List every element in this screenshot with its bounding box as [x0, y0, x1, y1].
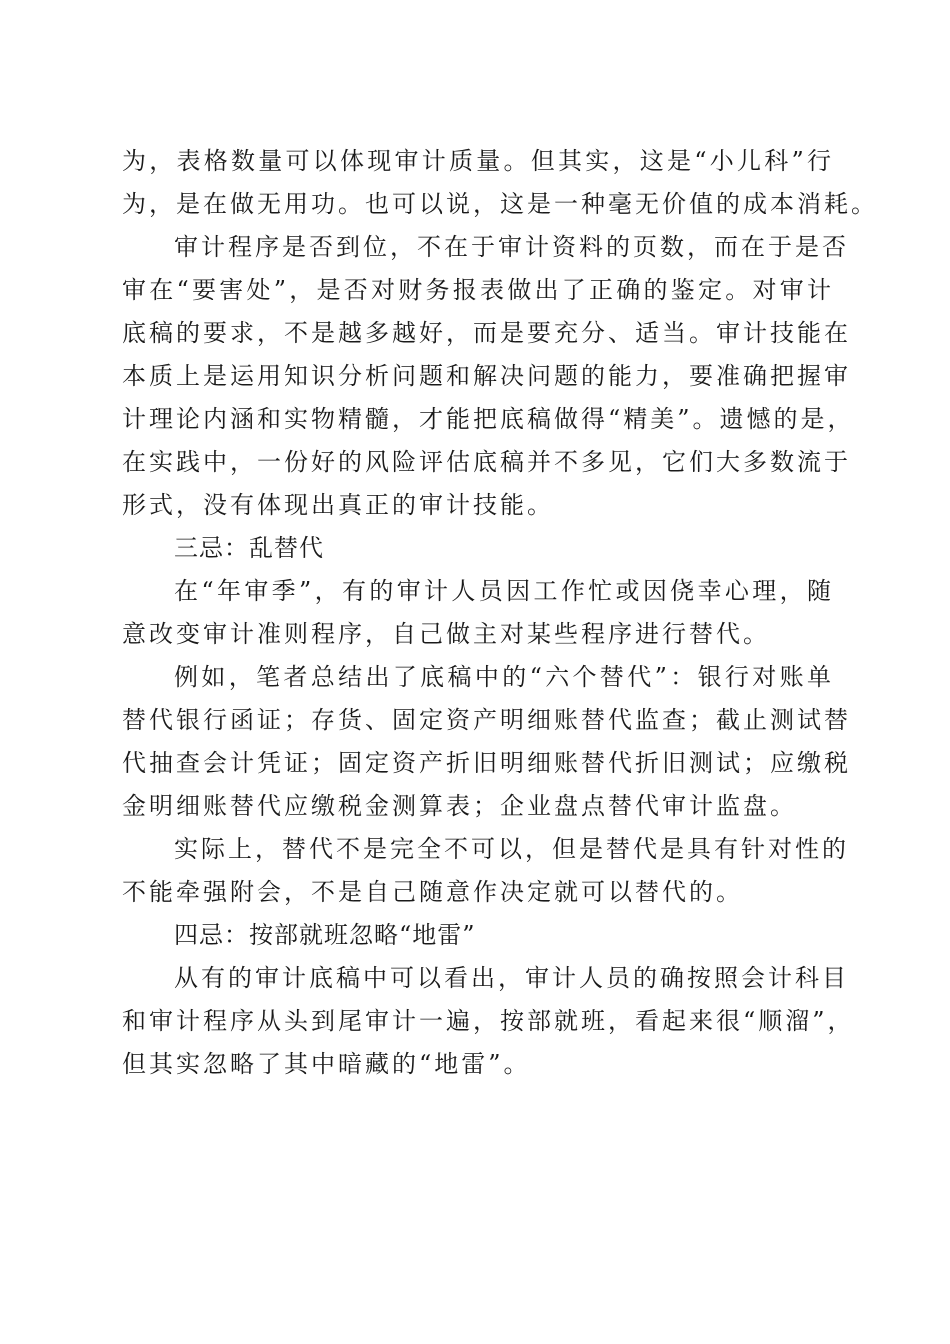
text-line: 代抽查会计凭证；固定资产折旧明细账替代折旧测试；应缴税	[122, 749, 851, 777]
text-line: 但其实忽略了其中暗藏的“地雷”。	[122, 1050, 531, 1078]
section-heading	[122, 914, 834, 957]
text-line: 实际上，替代不是完全不可以，但是替代是具有针对性的	[174, 835, 849, 863]
text-line: 替代银行函证；存货、固定资产明细账替代监查；截止测试替	[122, 706, 851, 734]
text-line: 例如，笔者总结出了底稿中的“六个替代”：银行对账单	[174, 663, 834, 691]
text-line: 意改变审计准则程序，自己做主对某些程序进行替代。	[122, 620, 770, 648]
paragraph-continued	[122, 140, 878, 226]
heading-text: 四忌：按部就班忽略“地雷”	[174, 921, 476, 949]
text-line: 形式，没有体现出真正的审计技能。	[122, 491, 554, 519]
text-line: 从有的审计底稿中可以看出，审计人员的确按照会计科目	[174, 964, 849, 992]
text-line: 底稿的要求，不是越多越好，而是要充分、适当。审计技能在	[122, 319, 851, 347]
paragraph	[122, 957, 855, 1086]
text-line: 在实践中，一份好的风险评估底稿并不多见，它们大多数流于	[122, 448, 851, 476]
paragraph	[122, 828, 849, 914]
section-heading	[122, 527, 834, 570]
paragraph	[122, 570, 834, 656]
document-body	[122, 140, 878, 1086]
text-line: 在“年审季”，有的审计人员因工作忙或因侥幸心理，随	[174, 577, 834, 605]
text-line: 和审计程序从头到尾审计一遍，按部就班，看起来很“顺溜”，	[122, 1007, 855, 1035]
text-line: 金明细账替代应缴税金测算表；企业盘点替代审计监盘。	[122, 792, 797, 820]
text-line: 本质上是运用知识分析问题和解决问题的能力，要准确把握审	[122, 362, 851, 390]
paragraph	[122, 656, 851, 828]
paragraph	[122, 226, 855, 527]
text-line: 计理论内涵和实物精髓，才能把底稿做得“精美”。遗憾的是，	[122, 405, 855, 433]
text-line: 为，是在做无用功。也可以说，这是一种毫无价值的成本消耗。	[122, 190, 878, 218]
text-line: 为，表格数量可以体现审计质量。但其实，这是“小儿科”行	[122, 147, 834, 175]
text-line: 审计程序是否到位，不在于审计资料的页数，而在于是否	[174, 233, 849, 261]
heading-text: 三忌：乱替代	[174, 534, 324, 562]
text-line: 审在“要害处”，是否对财务报表做出了正确的鉴定。对审计	[122, 276, 834, 304]
text-line: 不能牵强附会，不是自己随意作决定就可以替代的。	[122, 878, 743, 906]
